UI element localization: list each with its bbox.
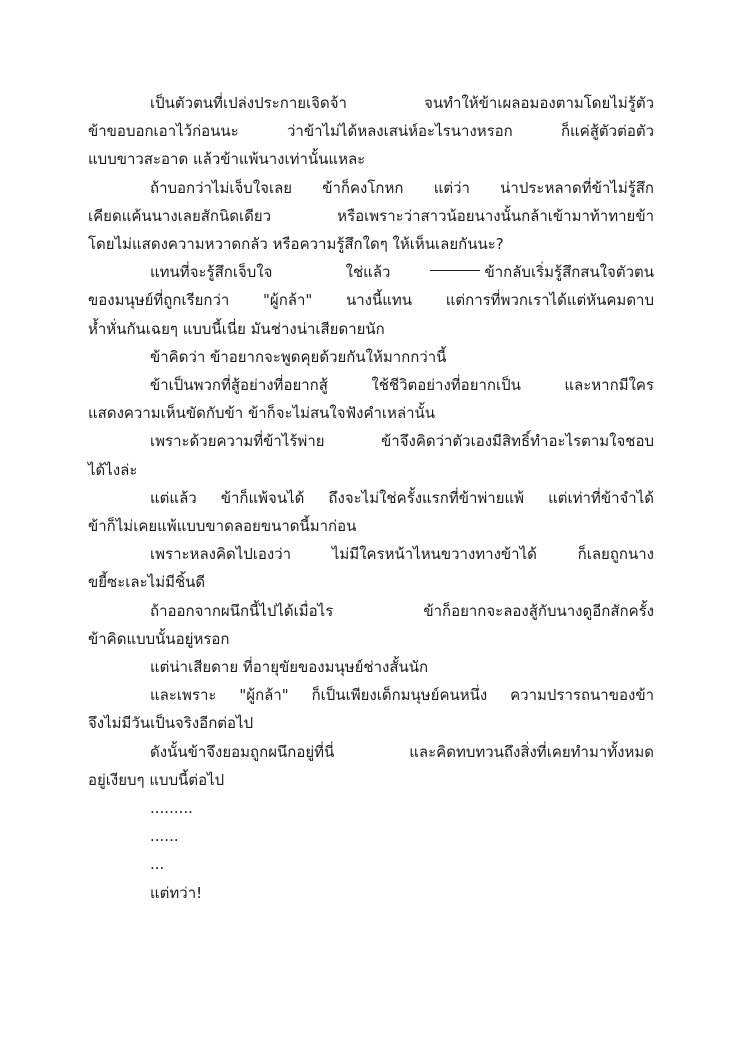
em-dash-rule [430, 270, 480, 271]
text-line: ......... [150, 799, 193, 818]
paragraph [88, 540, 654, 596]
text-line: ห้ำหั่นกันเฉยๆ แบบนี้เนี่ย มันช่างน่าเสียดายนัก [88, 319, 385, 338]
paragraph [88, 427, 654, 483]
text-line: ข้าคิดว่า ข้าอยากจะพูดคุยด้วยกันให้มากกว่านี้ [150, 347, 447, 366]
text-line: ...... [150, 827, 179, 846]
paragraph [88, 681, 654, 737]
text-line: เป็นตัวตนที่เปล่งประกายเจิดจ้า จนทำให้ข้าเผลอมองตามโดยไม่รู้ตัว [150, 94, 654, 112]
paragraph [88, 89, 654, 174]
text-line: เพราะหลงคิดไปเองว่า ไม่มีใครหน้าไหนขวางทางข้าได้ ก็เลยถูกนาง [150, 545, 654, 564]
text-line: ข้าขอบอกเอาไว้ก่อนนะ ว่าข้าไม่ได้หลงเสน่ห์อะไรนางหรอก ก็แค่สู้ตัวต่อตัว [88, 122, 654, 141]
text-line: โดยไม่แสดงความหวาดกลัว หรือความรู้สึกใดๆ ให้เห็นเลยกันนะ? [88, 235, 504, 254]
text-segment: แทนที่จะรู้สึกเจ็บใจ ใช่แล้ว [150, 263, 391, 282]
text-line: แต่ทว่า! [150, 883, 203, 902]
text-line: ขยี้ซะเละไม่มีชิ้นดี [88, 573, 206, 592]
text-line: ข้าก็ไม่เคยแพ้แบบขาดลอยขนาดนี้มาก่อน [88, 517, 357, 536]
text-line: ดังนั้นข้าจึงยอมถูกผนึกอยู่ที่นี่ และคิดทบทวนถึงสิ่งที่เคยทำมาทั้งหมด [150, 742, 654, 761]
text-line [88, 258, 654, 286]
text-line: แสดงความเห็นขัดกับข้า ข้าก็จะไม่สนใจฟังคำเหล่านั้น [88, 404, 436, 423]
text-line: อยู่เงียบๆ แบบนี้ต่อไป [88, 770, 225, 789]
ellipsis-paragraph [88, 794, 654, 822]
paragraph [88, 371, 654, 427]
text-line: ได้ไงล่ะ [88, 460, 138, 479]
text-line: ข้าคิดแบบนั้นอยู่หรอก [88, 629, 230, 648]
text-line: จึงไม่มีวันเป็นจริงอีกต่อไป [88, 714, 254, 733]
text-line: แบบขาวสะอาด แล้วข้าแพ้นางเท่านั้นแหละ [88, 150, 366, 169]
paragraph [88, 258, 654, 343]
text-line: ถ้าบอกว่าไม่เจ็บใจเลย ข้าก็คงโกหก แต่ว่า น่าประหลาดที่ข้าไม่รู้สึก [150, 178, 654, 197]
text-line: ของมนุษย์ที่ถูกเรียกว่า "ผู้กล้า" นางนี้แทน แต่การที่พวกเราได้แต่หันคมดาบ [88, 291, 654, 310]
text-line: เพราะด้วยความที่ข้าไร้พ่าย ข้าจึงคิดว่าตัวเองมีสิทธิ์ทำอะไรตามใจชอบ [150, 432, 654, 451]
paragraph [88, 343, 654, 371]
text-line: ถ้าออกจากผนึกนี้ไปได้เมื่อไร ข้าก็อยากจะลองสู้กับนางดูอีกสักครั้ง [150, 601, 654, 620]
paragraph [88, 738, 654, 794]
text-line: และเพราะ "ผู้กล้า" ก็เป็นเพียงเด็กมนุษย์คนหนึ่ง ความปรารถนาของข้า [150, 686, 654, 705]
ellipsis-paragraph [88, 850, 654, 878]
text-line: ข้าเป็นพวกที่สู้อย่างที่อยากสู้ ใช้ชีวิตอย่างที่อยากเป็น และหากมีใคร [150, 376, 654, 395]
paragraph [88, 653, 654, 681]
text-line: แต่น่าเสียดาย ที่อายุขัยของมนุษย์ช่างสั้นนัก [150, 658, 429, 677]
text-line: ... [150, 855, 165, 874]
paragraph [88, 597, 654, 653]
text-line: เคียดแค้นนางเลยสักนิดเดียว หรือเพราะว่าสาวน้อยนางนั้นกล้าเข้ามาท้าทายข้า [88, 206, 654, 225]
ellipsis-paragraph [88, 822, 654, 850]
paragraph [88, 879, 654, 907]
paragraph [88, 484, 654, 540]
text-segment: ข้ากลับเริ่มรู้สึกสนใจตัวตน [484, 263, 654, 282]
paragraph [88, 174, 654, 259]
document-page [88, 89, 654, 907]
text-line: แต่แล้ว ข้าก็แพ้จนได้ ถึงจะไม่ใช่ครั้งแรกที่ข้าพ่ายแพ้ แต่เท่าที่ข้าจำได้ [150, 488, 654, 507]
